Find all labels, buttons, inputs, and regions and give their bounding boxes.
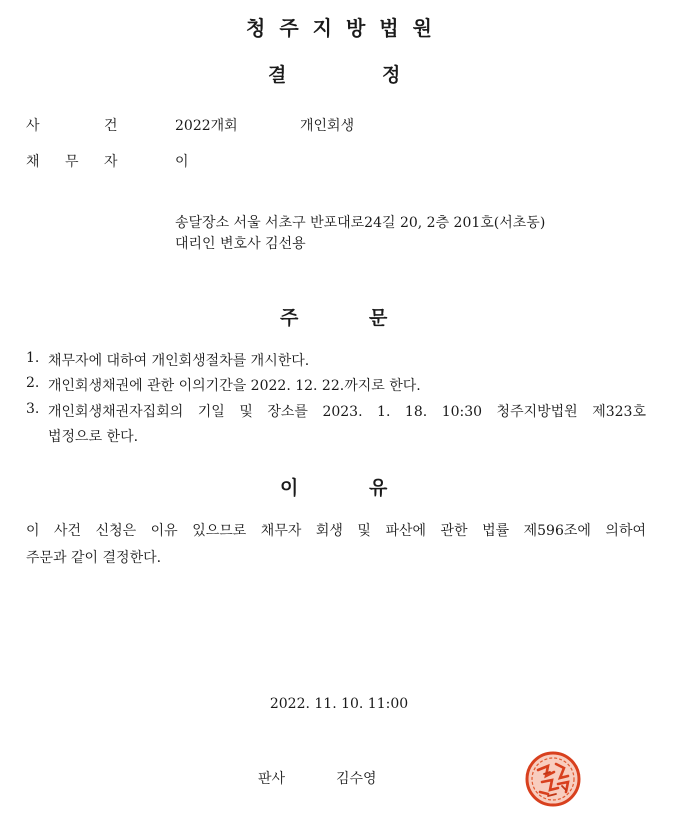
reason-heading-right: 유 — [369, 477, 388, 499]
debtor-label-2: 무 — [65, 154, 79, 170]
order-item-text: 개인회생채권자집회의 기일 및 장소를 2023. 1. 18. 10:30 청주지방법원 제323호 — [48, 404, 646, 420]
reason-text-line-1: 이 사건 신청은 이유 있으므로 채무자 회생 및 파산에 관한 법률 제596조에 의하여 — [26, 523, 646, 539]
order-heading-left: 주 — [280, 307, 299, 329]
order-item-number: 3. — [26, 401, 40, 417]
order-item-text: 개인회생채권에 관한 이의기간을 2022. 12. 22.까지로 한다. — [48, 378, 421, 394]
debtor-name: 이 — [175, 154, 189, 170]
attorney: 대리인 변호사 김선용 — [175, 236, 306, 252]
order-item-number: 1. — [26, 350, 40, 366]
doc-type-left: 결 — [268, 64, 287, 86]
reason-text-line-2: 주문과 같이 결정한다. — [26, 550, 162, 566]
reason-heading-left: 이 — [280, 477, 299, 499]
court-name: 청주지방법원 — [246, 16, 446, 40]
case-label-1: 사 — [26, 118, 40, 134]
order-heading-right: 문 — [369, 307, 388, 329]
judge-name: 김수영 — [336, 771, 377, 787]
judge-title: 판사 — [258, 771, 286, 787]
case-name: 개인회생 — [300, 118, 355, 134]
order-item-number: 2. — [26, 375, 40, 391]
service-address: 송달장소 서울 서초구 반포대로24길 20, 2층 201호(서초동) — [175, 215, 546, 231]
order-item-continuation: 법정으로 한다. — [48, 429, 139, 445]
court-seal-stamp — [524, 750, 582, 808]
case-number: 2022개회 — [175, 118, 238, 134]
case-label-2: 건 — [104, 118, 118, 134]
decision-date: 2022. 11. 10. 11:00 — [269, 696, 409, 712]
order-item-text: 채무자에 대하여 개인회생절차를 개시한다. — [48, 353, 310, 369]
debtor-label-3: 자 — [104, 154, 118, 170]
doc-type-right: 정 — [382, 64, 401, 86]
debtor-label-1: 채 — [26, 154, 40, 170]
